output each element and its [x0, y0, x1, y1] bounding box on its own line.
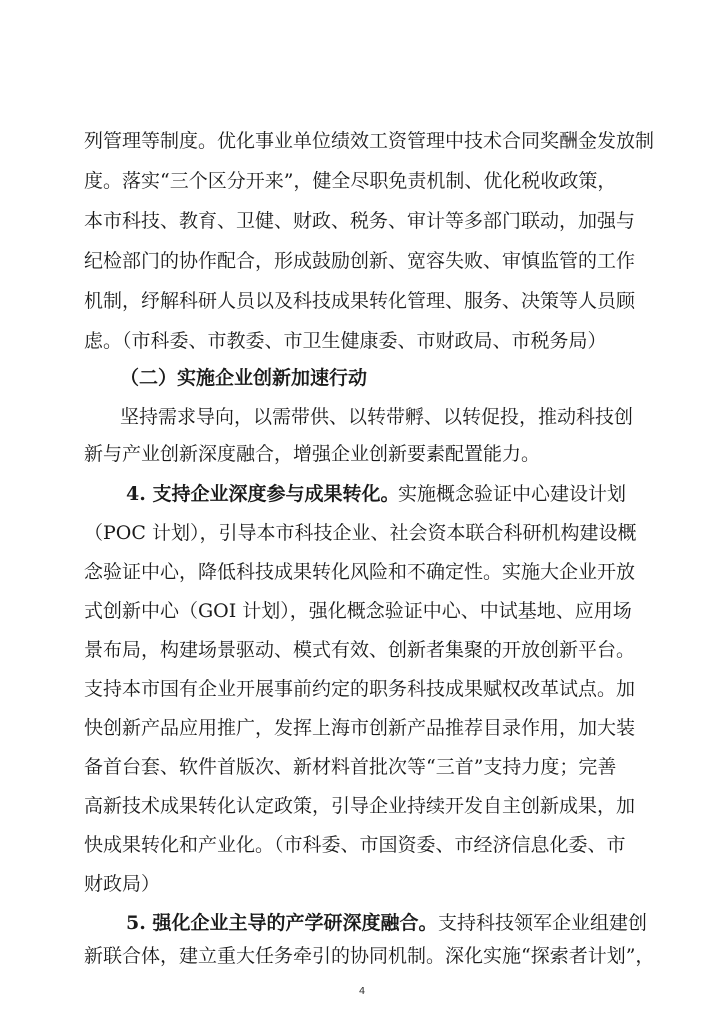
text: 快成果转化和产业化。（市科委、市国资委、市经济信息化委、市 — [84, 834, 626, 856]
paragraph-line — [0, 829, 724, 861]
text: 本市科技、教育、卫健、财政、税务、审计等多部门联动，加强与 — [84, 210, 636, 232]
paragraph-line — [0, 751, 724, 783]
paragraph-line — [0, 673, 724, 705]
item-5-first-line — [0, 907, 724, 939]
paragraph-line — [0, 285, 724, 317]
paragraph-line — [0, 790, 724, 822]
paragraph-line — [0, 712, 724, 744]
paragraph-line — [0, 125, 724, 157]
paragraph-line — [0, 438, 724, 470]
text: （POC 计划），引导本市科技企业、社会资本联合科研机构建设概 — [84, 522, 637, 544]
paragraph-line — [0, 556, 724, 588]
text: 景布局，构建场景驱动、模式有效、创新者集聚的开放创新平台。 — [84, 639, 636, 661]
paragraph-line — [0, 940, 724, 972]
item-4-first-line — [0, 478, 724, 510]
page-number: 4 — [358, 986, 366, 997]
text: 度。落实“三个区分开来”，健全尽职免责机制、优化税收政策， — [84, 170, 617, 192]
item-4-heading: 4. 支持企业深度参与成果转化。 — [126, 483, 400, 505]
text: 纪检部门的协作配合，形成鼓励创新、宽容失败、审慎监管的工作 — [84, 250, 636, 272]
paragraph-line — [0, 517, 724, 549]
text: 高新技术成果转化认定政策，引导企业持续开发自主创新成果，加 — [84, 795, 636, 817]
paragraph-line — [0, 634, 724, 666]
item-4-first-line-text: 实施概念验证中心建设计划 — [398, 483, 627, 505]
paragraph-line — [0, 401, 724, 433]
section-heading — [0, 362, 724, 394]
text: 备首台套、软件首版次、新材料首批次等“三首”支持力度；完善 — [84, 756, 617, 778]
item-5-first-line-text: 支持科技领军企业组建创 — [438, 912, 648, 934]
text: 快创新产品应用推广，发挥上海市创新产品推荐目录作用，加大装 — [84, 717, 636, 739]
paragraph-line — [0, 245, 724, 277]
text: 机制，纾解科研人员以及科技成果转化管理、服务、决策等人员顾 — [84, 290, 636, 312]
text: 新联合体，建立重大任务牵引的协同机制。深化实施“探索者计划”， — [84, 945, 655, 967]
paragraph-line — [0, 205, 724, 237]
text: 列管理等制度。优化事业单位绩效工资管理中技术合同奖酬金发放制 — [84, 130, 655, 152]
paragraph-line — [0, 325, 724, 357]
text: 式创新中心（GOI 计划），强化概念验证中心、中试基地、应用场 — [84, 600, 632, 622]
text: 虑。（市科委、市教委、市卫生健康委、市财政局、市税务局） — [84, 330, 607, 352]
text: 支持本市国有企业开展事前约定的职务科技成果赋权改革试点。加 — [84, 678, 636, 700]
text: 坚持需求导向，以需带供、以转带孵、以转促投，推动科技创 — [120, 406, 634, 428]
text: 念验证中心，降低科技成果转化风险和不确定性。实施大企业开放 — [84, 561, 636, 583]
item-5-heading: 5. 强化企业主导的产学研深度融合。 — [126, 912, 438, 934]
section-heading-text: （二）实施企业创新加速行动 — [120, 367, 368, 389]
paragraph-line — [0, 868, 724, 900]
paragraph-line — [0, 595, 724, 627]
paragraph-line — [0, 165, 724, 197]
text: 财政局） — [84, 873, 161, 895]
text: 新与产业创新深度融合，增强企业创新要素配置能力。 — [84, 443, 541, 465]
